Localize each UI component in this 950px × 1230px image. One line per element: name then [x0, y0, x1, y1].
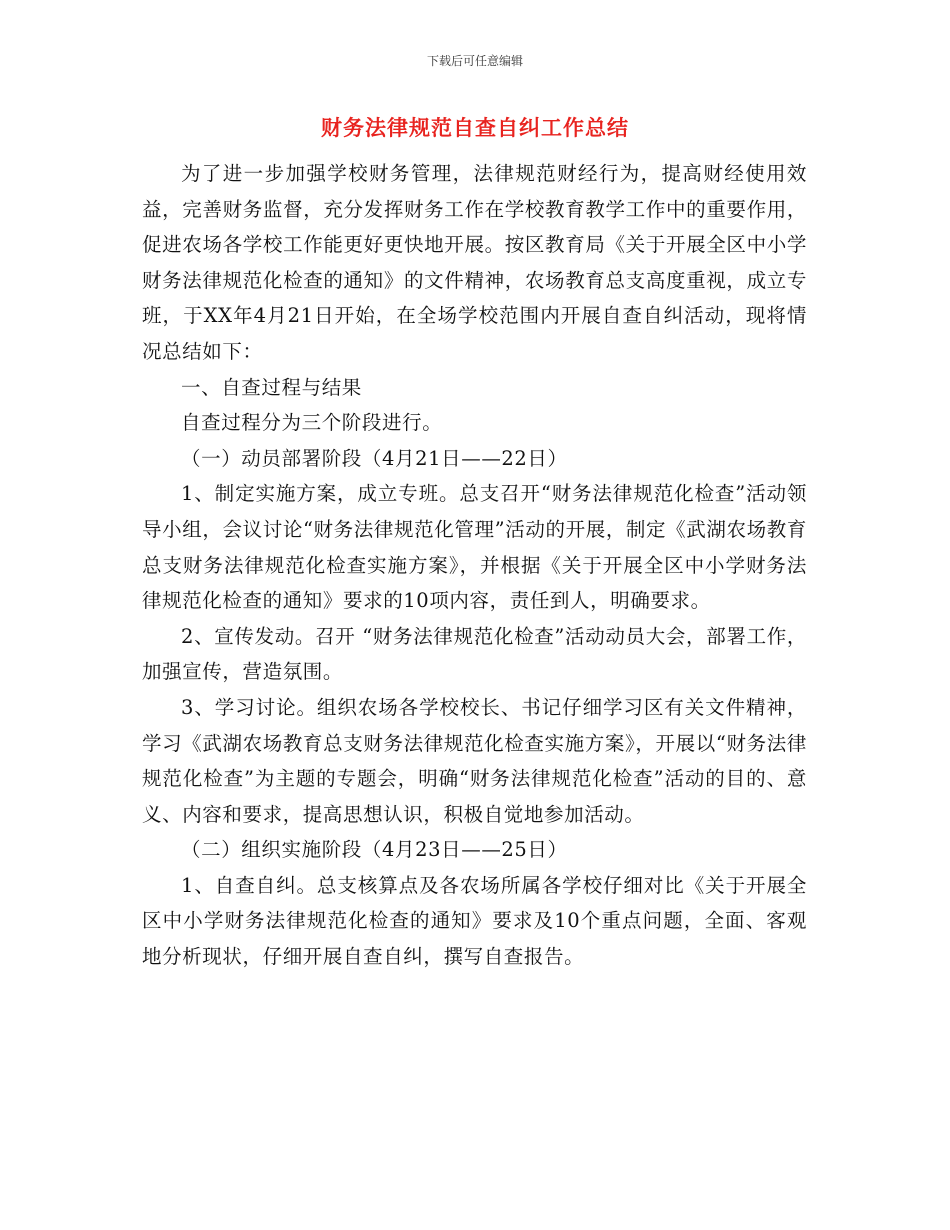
paragraph-item-2: 2、宣传发动。召开 “财务法律规范化检查”活动动员大会，部署工作，加强宣传，营造氛围。: [142, 624, 807, 684]
paragraph-intro: 为了进一步加强学校财务管理，法律规范财经行为，提高财经使用效益，完善财务监督，充分发挥财务工作在学校教育教学工作中的重要作用，促进农场各学校工作能更好更快地开展。按区教育局《关于开展全区中小学财务法律规范化检查的通知》的文件精神，农场教育总支高度重视，成立专班，于XX年4月21日开始，在全场学校范围内开展自查自纠活动，现将情况总结如下：: [142, 162, 807, 363]
paragraph-item-1: 1、制定实施方案，成立专班。总支召开“财务法律规范化检查”活动领导小组，会议讨论“财务法律规范化管理”活动的开展，制定《武湖农场教育总支财务法律规范化检查实施方案》，并根据《关于开展全区中小学财务法律规范化检查的通知》要求的10项内容，责任到人，明确要求。: [142, 482, 807, 613]
section-heading-1: 一、自查过程与结果: [181, 375, 362, 399]
paragraph-stage-2-item-1: 1、自查自纠。总支核算点及各农场所属各学校仔细对比《关于开展全区中小学财务法律规范化检查的通知》要求及10个重点问题，全面、客观地分析现状，仔细开展自查自纠，撰写自查报告。: [142, 873, 807, 969]
document-title: 财务法律规范自查自纠工作总结: [321, 116, 629, 140]
subheading-stage-1: （一）动员部署阶段（4月21日——22日）: [181, 446, 568, 470]
paragraph-stages: 自查过程分为三个阶段进行。: [181, 411, 443, 435]
paragraph-item-3: 3、学习讨论。组织农场各学校校长、书记仔细学习区有关文件精神，学习《武湖农场教育总支财务法律规范化检查实施方案》，开展以“财务法律规范化检查”为主题的专题会，明确“财务法律规范化检查”活动的目的、意义、内容和要求，提高思想认识，积极自觉地参加活动。: [142, 695, 807, 826]
subheading-stage-2: （二）组织实施阶段（4月23日——25日）: [181, 838, 568, 862]
document-body: [142, 156, 807, 975]
header-note: 下载后可任意编辑: [426, 54, 523, 68]
